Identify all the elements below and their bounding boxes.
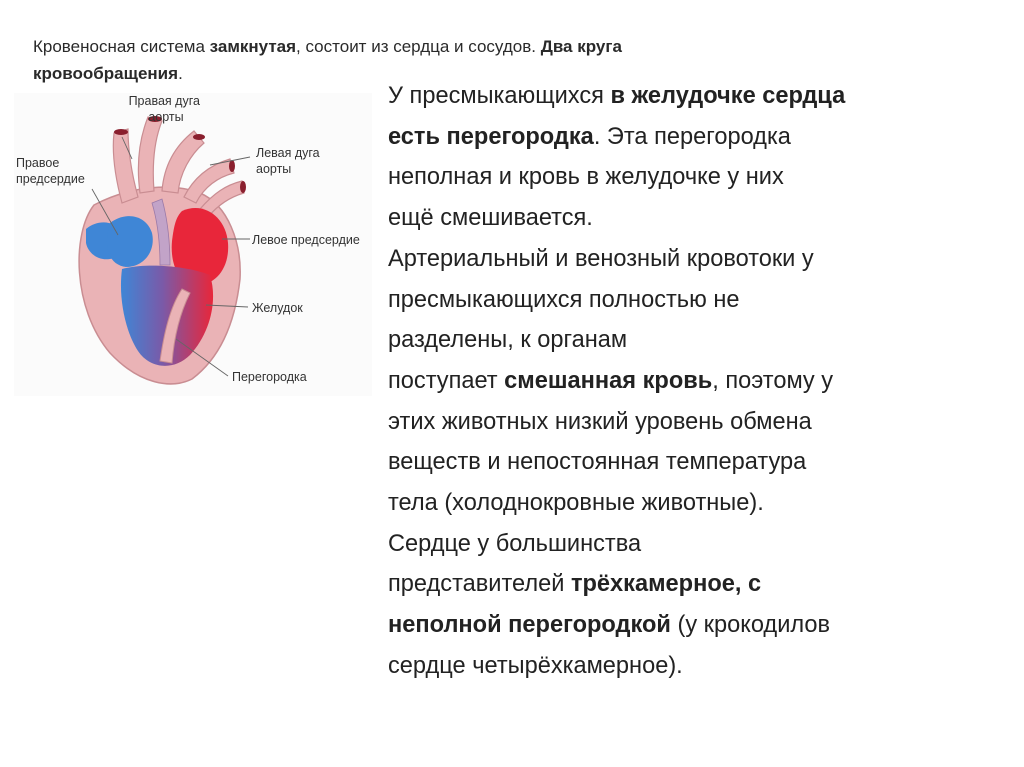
text-line: этих животных низкий уровень обмена <box>388 408 812 435</box>
text-line: Сердце у большинства <box>388 530 642 557</box>
text-bold-run: , с <box>734 571 762 598</box>
text-line: Артериальный и венозный кровотоки у <box>388 245 814 272</box>
label-right-atrium-line1: Правое <box>16 156 60 170</box>
text-line: ещё смешивается. <box>388 205 593 232</box>
text-line: пресмыкающихся полностью не <box>388 286 740 313</box>
text-line: разделены, к органам <box>388 327 628 354</box>
body-paragraph <box>388 76 998 687</box>
label-septum: Перегородка <box>232 370 307 384</box>
heart-diagram <box>14 93 372 396</box>
vessel-opening <box>114 129 128 135</box>
intro-text: , состоит из сердца и сосудов. <box>296 37 541 56</box>
vessel-opening <box>193 134 205 140</box>
heart-diagram-svg <box>14 93 372 396</box>
intro-text: Кровеносная система <box>33 37 210 56</box>
text-run: представителей <box>388 571 571 598</box>
label-left-aortic-arch-line1: Левая дуга <box>256 146 320 160</box>
text-run: . Эта перегородка <box>593 123 791 150</box>
text-line <box>388 117 998 158</box>
text-bold-run: в желудочке сердца <box>610 83 846 109</box>
label-ventricle: Желудок <box>252 301 303 315</box>
intro-bold-circulation: кровообращения <box>33 64 179 83</box>
text-line <box>388 361 998 402</box>
text-run: , поэтому у <box>712 367 834 394</box>
label-left-aortic-arch-line2: аорты <box>256 162 292 176</box>
intro-bold-closed: замкнутая <box>209 37 297 56</box>
text-line <box>388 605 998 646</box>
text-line <box>388 76 998 117</box>
intro-text: . <box>178 64 183 83</box>
text-line: неполная и кровь в желудочке у них <box>388 164 784 191</box>
intro-bold-two-circles: Два круга <box>540 37 622 56</box>
label-right-aortic-arch-line2: аорты <box>148 110 184 124</box>
text-line: веществ и непостоянная температура <box>388 449 807 476</box>
label-right-aortic-arch-line1: Правая дуга <box>128 94 200 108</box>
text-bold-run: трёхкамерное <box>570 571 735 598</box>
label-left-atrium: Левое предсердие <box>252 233 360 247</box>
text-bold-run: есть перегородка <box>388 123 594 150</box>
text-line: сердце четырёхкамерное). <box>388 652 683 679</box>
vessel-opening <box>240 181 246 193</box>
text-line <box>388 564 998 605</box>
text-run: (у крокодилов <box>670 612 831 639</box>
text-run: поступает <box>388 367 505 394</box>
text-bold-run: смешанная кровь <box>504 367 713 394</box>
text-run: У пресмыкающихся <box>388 83 611 109</box>
vessel-opening <box>229 160 235 172</box>
text-line: тела (холоднокровные животные). <box>388 490 764 517</box>
text-bold-run: неполной перегородкой <box>388 612 671 639</box>
label-right-atrium-line2: предсердие <box>16 172 85 186</box>
